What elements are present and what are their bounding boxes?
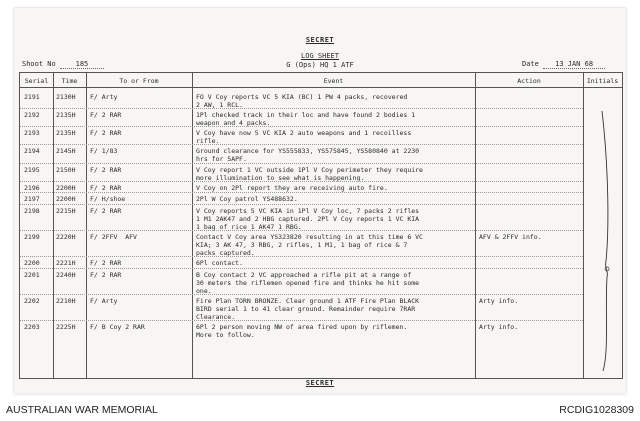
time-cell: 2240H — [56, 271, 76, 279]
event-line: 1Pl checked track in their loc and have found 2 bodies 1 — [196, 111, 416, 119]
event-line: FO V Coy reports VC 5 KIA (BC) 1 PW 4 packs, recovered — [196, 93, 408, 101]
serial-cell: 2197 — [24, 195, 40, 203]
row-separator — [20, 126, 583, 127]
to-or-from-cell: F/ B Coy 2 RAR — [90, 323, 145, 331]
date-value: 13 JAN 68 — [543, 60, 605, 69]
to-or-from-cell: F/ 2 RAR — [90, 271, 122, 279]
event-cell — [196, 233, 423, 258]
event-line: more illumination to see what is happening. — [196, 174, 365, 183]
time-cell: 2130H — [56, 93, 76, 101]
to-or-from-cell: F/ 2 RAR — [90, 184, 122, 192]
action-cell: Arty info. — [479, 323, 519, 331]
action-cell: Arty info. — [479, 297, 519, 305]
time-cell: 2145H — [56, 147, 76, 155]
serial-cell: 2203 — [24, 323, 40, 331]
log-title: LOG SHEET — [301, 52, 339, 60]
time-cell: 2225H — [56, 323, 76, 331]
event-line: More to follow. — [196, 331, 255, 340]
time-cell: 2221H — [56, 259, 76, 267]
to-or-from-cell: F/ 2FFV AFV — [90, 233, 137, 241]
shoot-value: 185 — [60, 60, 104, 69]
col-event: Event — [323, 77, 344, 85]
serial-cell: 2196 — [24, 184, 40, 192]
row-separator — [20, 294, 583, 295]
event-line: hrs for 5APF. — [196, 155, 247, 164]
time-cell: 2215H — [56, 207, 76, 215]
to-or-from-cell: F/ 2 RAR — [90, 166, 122, 174]
event-cell — [196, 259, 243, 267]
event-cell — [196, 195, 298, 203]
row-separator — [20, 230, 583, 231]
row-separator — [20, 163, 583, 164]
event-cell — [196, 93, 407, 109]
time-cell: 2210H — [56, 297, 76, 305]
row-separator — [20, 108, 583, 109]
event-line: 1 bag of rice 1 AK47 1 RBG. — [196, 223, 302, 232]
event-cell — [196, 111, 415, 127]
time-cell: 2135H — [56, 129, 76, 137]
archive-footer — [0, 400, 640, 421]
event-line: BIRD serial 1 to 41 clear ground. Remainder require 7RAR — [196, 305, 416, 314]
to-or-from-cell: F/ 1/83 — [90, 147, 118, 155]
divider — [86, 73, 87, 378]
secret-marking-bottom: SECRET — [305, 379, 335, 387]
event-line: KIA; 3 AK 47, 3 RBG, 2 rifles, 1 M1, 1 bag of rice & 7 — [196, 241, 408, 250]
time-cell: 2220H — [56, 233, 76, 241]
serial-cell: 2192 — [24, 111, 40, 119]
log-subtitle: G (Ops) HQ 1 ATF — [286, 61, 354, 69]
divider — [583, 73, 584, 378]
to-or-from-cell: F/ H/shoe — [90, 195, 126, 203]
time-cell: 2150H — [56, 166, 76, 174]
to-or-from-cell: F/ 2 RAR — [90, 129, 122, 137]
row-separator — [20, 268, 583, 269]
col-action: Action — [517, 77, 541, 85]
serial-cell: 2200 — [24, 259, 40, 267]
time-cell: 2200H — [56, 184, 76, 192]
date-label: Date — [522, 60, 539, 68]
row-separator — [20, 320, 583, 321]
to-or-from-cell: F/ Arty — [90, 93, 118, 101]
event-line: weapon and 4 packs. — [196, 119, 271, 128]
event-line: Fire Plan TORN BRONZE. Clear ground 1 ATF Fire Plan BLACK — [196, 297, 420, 305]
serial-cell: 2193 — [24, 129, 40, 137]
event-line: packs captured. — [196, 249, 255, 258]
col-time: Time — [61, 77, 78, 85]
table-header — [20, 73, 622, 88]
to-or-from-cell: F/ 2 RAR — [90, 111, 122, 119]
event-line: Clearance. — [196, 313, 236, 322]
row-separator — [20, 144, 583, 145]
date-line — [522, 60, 605, 69]
serial-cell: 2199 — [24, 233, 40, 241]
divider — [53, 73, 54, 378]
event-cell — [196, 166, 423, 182]
event-line: 1 M1 2AK47 and 2 HBG captured. 2Pl V Coy reports 1 VC KIA — [196, 215, 420, 224]
event-cell — [196, 271, 419, 296]
event-line: Contact V Coy area YS323820 resulting in at this time 6 VC — [196, 233, 423, 241]
action-cell: AFV & 2FFV info. — [479, 233, 542, 241]
event-line: Ground clearance for YS555833, YS575845, YS580840 at 2230 — [196, 147, 420, 155]
col-to-or-from: To or From — [119, 77, 159, 85]
initials-bracket-mark — [600, 111, 610, 371]
event-line: 2Pl W Coy patrol YS488632. — [196, 195, 298, 203]
divider — [192, 73, 193, 378]
time-cell: 2135H — [56, 111, 76, 119]
row-separator — [20, 204, 583, 205]
serial-cell: 2194 — [24, 147, 40, 155]
event-line: 2 AW, 1 RCL. — [196, 101, 243, 110]
event-line: rifle. — [196, 137, 220, 146]
serial-cell: 2191 — [24, 93, 40, 101]
time-cell: 2200H — [56, 195, 76, 203]
to-or-from-cell: F/ 2 RAR — [90, 259, 122, 267]
log-table — [19, 72, 623, 379]
archive-reference: RCDIG1028309 — [559, 404, 634, 416]
serial-cell: 2202 — [24, 297, 40, 305]
serial-cell: 2198 — [24, 207, 40, 215]
event-line: V Coy on 2Pl report they are receiving auto fire. — [196, 184, 388, 192]
to-or-from-cell: F/ Arty — [90, 297, 118, 305]
event-line: one. — [196, 287, 212, 296]
serial-cell: 2201 — [24, 271, 40, 279]
event-cell — [196, 297, 419, 322]
event-cell — [196, 129, 411, 145]
col-serial: Serial — [24, 77, 49, 85]
row-separator — [20, 256, 583, 257]
event-line: 30 meters the riflemen opened fire and thinks he hit some — [196, 279, 420, 288]
log-sheet-page — [14, 8, 626, 394]
event-cell — [196, 207, 419, 232]
to-or-from-cell: F/ 2 RAR — [90, 207, 122, 215]
event-line: V Coy have now 5 VC KIA 2 auto weapons and 1 recoilless — [196, 129, 412, 137]
serial-cell: 2195 — [24, 166, 40, 174]
event-cell — [196, 147, 419, 163]
event-line: 6Pl 2 person moving NW of area fired upon by riflemen. — [196, 323, 408, 331]
divider — [475, 73, 476, 378]
event-line: V Coy reports 5 VC KIA in 1Pl V Coy loc, 7 packs 2 rifles — [196, 207, 420, 215]
event-cell — [196, 184, 388, 192]
row-separator — [20, 192, 583, 193]
secret-marking-top: SECRET — [305, 36, 335, 44]
event-line: B Coy contact 2 VC approached a rifle pit at a range of — [196, 271, 412, 279]
event-line: 6Pl contact. — [196, 259, 243, 267]
event-cell — [196, 323, 407, 339]
archive-name: AUSTRALIAN WAR MEMORIAL — [6, 404, 158, 416]
event-line: V Coy report 1 VC outside 1Pl V Coy perimeter they require — [196, 166, 423, 174]
col-initials: Initials — [586, 77, 619, 85]
row-separator — [20, 181, 583, 182]
shoot-label: Shoot No — [22, 60, 56, 68]
